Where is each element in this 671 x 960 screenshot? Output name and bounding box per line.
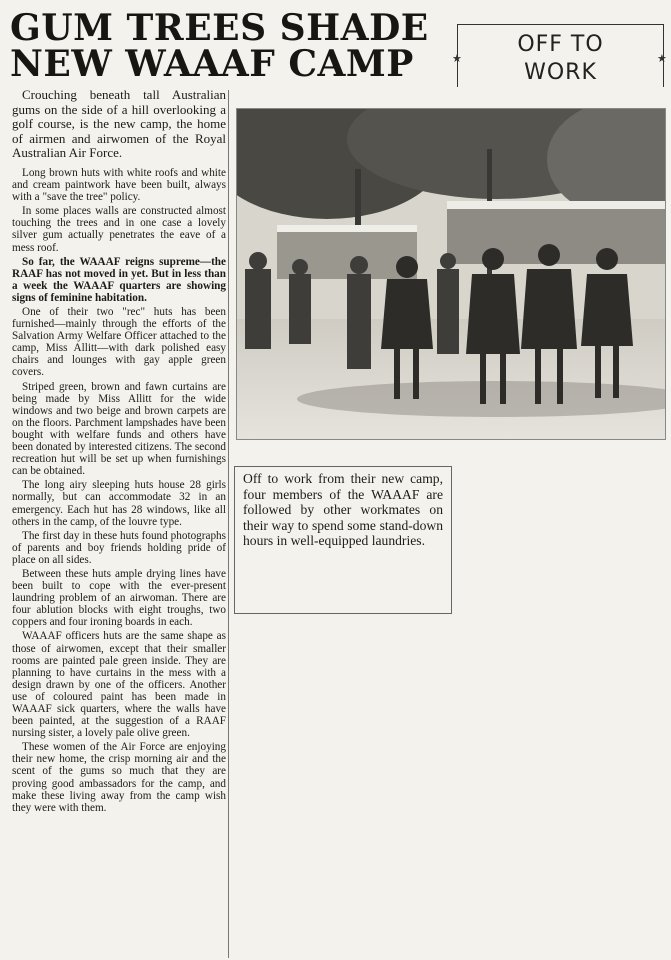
- article-paragraph: The first day in these huts found photographs of parents and boy friends holding pride of place on all sides.: [12, 529, 226, 566]
- headline-line-2: NEW WAAAF CAMP: [10, 43, 414, 85]
- article-column: [12, 88, 226, 954]
- section-label-box: [457, 24, 664, 87]
- section-label-line-1: OFF TO: [517, 32, 604, 57]
- article-paragraph-bold: So far, the WAAAF reigns supreme—the RAAF has not moved in yet. But in less than a week the WAAAF quarters are showing signs of feminine habitation.: [12, 255, 226, 304]
- article-paragraph: Long brown huts with white roofs and white and cream paintwork have been built, always with a "save the tree" policy.: [12, 166, 226, 204]
- photo-illustration: [237, 109, 665, 439]
- news-photo: [236, 108, 666, 440]
- article-paragraph: In some places walls are constructed almost touching the trees and in one case a lovely silver gum actually penetrates the eave of a mess roof.: [12, 205, 226, 254]
- article-paragraph: WAAAF officers huts are the same shape as those of airwomen, except that their smaller rooms are painted pale green inside. They are planning to have curtains in the mess with a design drawn by one of the officers. Another use of coloured paint has been made in WAAAF sick quarters, where the walls have been painted, at the suggestion of a RAAF nursing sister, a lovely pale olive green.: [12, 630, 226, 740]
- article-paragraph: These women of the Air Force are enjoying their new home, the crisp morning air and the scent of the gums so much that they are proving good ambassadors for the camp, and make these living away from the camp wish they were with them.: [12, 741, 226, 814]
- section-label-line-2: WORK: [524, 60, 597, 85]
- star-ornament-left: ★: [452, 52, 462, 65]
- article-paragraph: One of their two "rec" huts has been furnished—mainly through the efforts of the Salvation Army Welfare Officer attached to the camp, Miss Allitt—with dark polished easy chairs and lounges with gay apple green covers.: [12, 306, 226, 379]
- article-lead: Crouching beneath tall Australian gums on the side of a hill overlooking a golf course, is the new camp, the home of airmen and airwomen of the Royal Australian Air Force.: [12, 88, 226, 161]
- article-paragraph: Between these huts ample drying lines have been built to cope with the ever-present laundring problem of an airwoman. There are four ablution blocks with eight troughs, two coppers and four ironing boards in each.: [12, 567, 226, 629]
- column-rule: [228, 90, 229, 958]
- star-ornament-right: ★: [657, 52, 667, 65]
- photo-caption: Off to work from their new camp, four members of the WAAAF are followed by other workmates on their way to spend some stand-down hours in well-equipped laundries.: [234, 466, 452, 614]
- article-paragraph: Striped green, brown and fawn curtains are being made by Miss Allitt for the wide windows and two beige and brown carpets are on the floors. Parchment lampshades have been bought with welfare funds and others have been donated by interested citizens. The second recreation hut will be set up when furnishings can be obtained.: [12, 380, 226, 478]
- article-paragraph: The long airy sleeping huts house 28 girls normally, but can accommodate 32 in an emergency. Each hut has 28 windows, like all others in the camp, of the louvre type.: [12, 479, 226, 528]
- headline: [10, 7, 450, 85]
- headline-line-1: GUM TREES SHADE: [10, 7, 429, 49]
